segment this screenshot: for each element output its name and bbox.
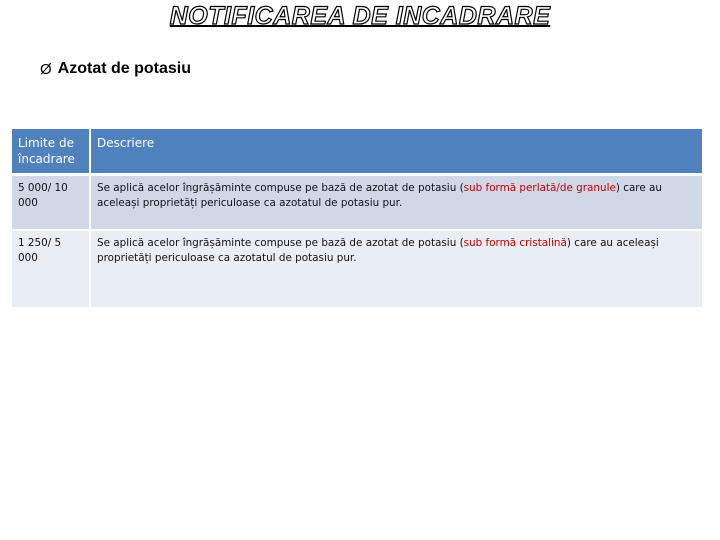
description-cell	[90, 230, 702, 308]
form-highlight: sub formă cristalină	[463, 237, 567, 250]
table-row	[12, 230, 702, 308]
header-limits: Limite de încadrare	[12, 129, 90, 175]
section-bullet	[40, 60, 191, 78]
description-cell	[90, 175, 702, 231]
description-text-end: ) care au aceleași proprietăți periculoase ca azotatul de potasiu pur.	[97, 237, 659, 264]
classification-table	[12, 129, 702, 309]
description-text: Se aplică acelor îngrășăminte compuse pe bază de azotat de potasiu (	[97, 237, 464, 250]
page-title: NOTIFICAREA DE INCADRARE	[169, 2, 551, 30]
limit-cell: 5 000/ 10 000	[12, 175, 90, 231]
section-heading: Azotat de potasiu	[57, 60, 192, 77]
limit-cell: 1 250/ 5 000	[12, 230, 90, 308]
table-header-row	[12, 129, 702, 175]
description-text: Se aplică acelor îngrășăminte compuse pe bază de azotat de potasiu (	[97, 182, 464, 195]
arrow-bullet-icon: Ø	[40, 60, 52, 78]
form-highlight: sub formă perlată/de granule	[463, 182, 616, 195]
description-text-end: ) care au aceleași proprietăți periculoase ca azotatul de potasiu pur.	[97, 182, 663, 209]
table-row	[12, 175, 702, 231]
header-description: Descriere	[90, 129, 702, 175]
